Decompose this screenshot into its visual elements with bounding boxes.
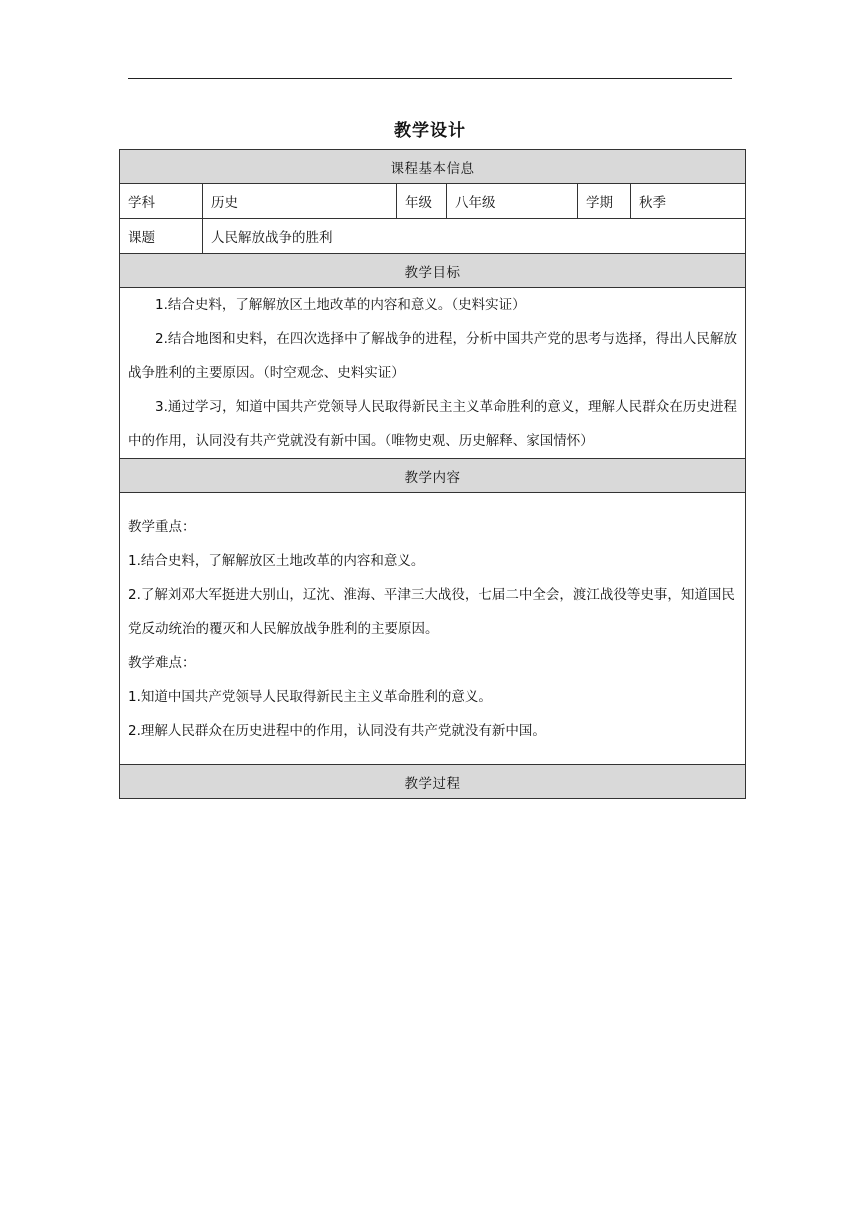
objectives-header-row (120, 254, 746, 288)
content-header: 教学内容 (120, 459, 746, 493)
topic-row (120, 219, 746, 254)
objective-item: 2.结合地图和史料，在四次选择中了解战争的进程，分析中国共产党的思考与选择，得出人民解放战争胜利的主要原因。（时空观念、史料实证） (128, 331, 738, 381)
objective-item: 1.结合史料，了解解放区土地改革的内容和意义。（史料实证） (155, 297, 526, 313)
header-rule (128, 78, 732, 79)
topic-value: 人民解放战争的胜利 (203, 219, 746, 254)
difficult-point-item: 2.理解人民群众在历史进程中的作用，认同没有共产党就没有新中国。 (128, 722, 546, 739)
key-point-item: 1.结合史料，了解解放区土地改革的内容和意义。 (128, 552, 425, 569)
subject-label: 学科 (120, 184, 203, 219)
objectives-header: 教学目标 (120, 254, 746, 288)
basic-info-header: 课程基本信息 (120, 150, 746, 184)
process-header-row (120, 765, 746, 799)
key-point-item: 2.了解刘邓大军挺进大别山，辽沈、淮海、平津三大战役，七届二中全会，渡江战役等史事，知道国民党反动统治的覆灭和人民解放战争胜利的主要原因。 (128, 586, 735, 637)
grade-label: 年级 (397, 184, 447, 219)
objectives-row (120, 288, 746, 459)
lesson-plan-table (119, 149, 746, 799)
content-cell (120, 493, 746, 765)
topic-label: 课题 (120, 219, 203, 254)
process-header: 教学过程 (120, 765, 746, 799)
content-header-row (120, 459, 746, 493)
difficult-point-item: 1.知道中国共产党领导人民取得新民主主义革命胜利的意义。 (128, 688, 492, 705)
basic-info-header-row (120, 150, 746, 184)
difficult-points-heading: 教学难点： (128, 654, 196, 671)
content-row (120, 493, 746, 765)
key-points-heading: 教学重点： (128, 518, 196, 535)
term-value: 秋季 (631, 184, 746, 219)
document-title: 教学设计 (394, 121, 466, 141)
subject-value: 历史 (203, 184, 397, 219)
objectives-cell (120, 288, 746, 459)
subject-row (120, 184, 746, 219)
term-label: 学期 (578, 184, 631, 219)
grade-value: 八年级 (447, 184, 578, 219)
objective-item: 3.通过学习，知道中国共产党领导人民取得新民主主义革命胜利的意义，理解人民群众在历史进程中的作用，认同没有共产党就没有新中国。（唯物史观、历史解释、家国情怀） (128, 399, 738, 449)
